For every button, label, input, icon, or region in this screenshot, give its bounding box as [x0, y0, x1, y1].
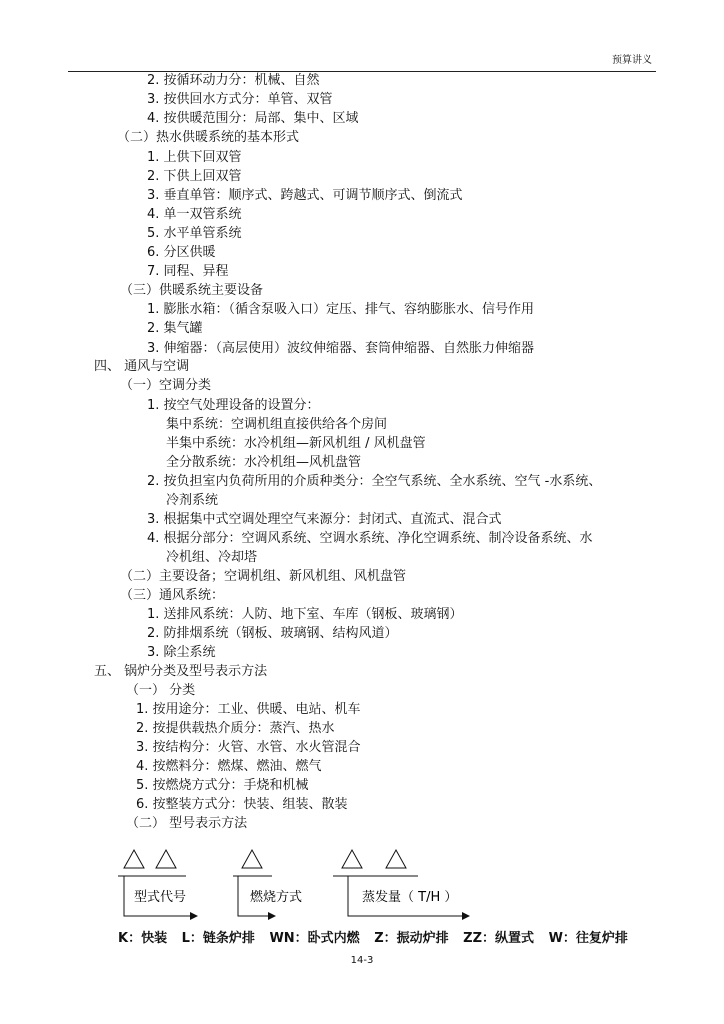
section-heading: （三）通风系统：: [120, 588, 225, 603]
section-heading: （一）空调分类: [120, 378, 212, 393]
section-heading: （一） 分类: [126, 683, 196, 698]
line-30: 2. 防排烟系统（钢板、玻璃钢、结构风道）: [147, 626, 398, 641]
legend-item: WN：卧式内燃: [269, 931, 360, 946]
line-10: 6. 分区供暖: [147, 245, 216, 260]
section-heading: （二）热水供暖系统的基本形式: [117, 130, 300, 145]
line-20: 半集中系统：水冷机组—新风机组 / 风机盘管: [166, 436, 426, 451]
legend-line: [118, 927, 628, 946]
diagram-label: 燃烧方式: [250, 890, 303, 905]
page-number: 14-3: [350, 955, 374, 966]
section-heading: （二）主要设备；空调机组、新风机组、风机盘管: [120, 569, 407, 584]
triangle-icon: [124, 850, 144, 868]
line-38: 5. 按燃烧方式分：手烧和机械: [136, 778, 309, 793]
line-7: 3. 垂直单管：顺序式、跨越式、可调节顺序式、倒流式: [147, 188, 463, 203]
page-header-title: 预算讲义: [612, 55, 652, 66]
line-36: 3. 按结构分：火管、水管、水火管混合: [136, 740, 361, 755]
triangle-icon: [242, 850, 262, 868]
section-heading: （二） 型号表示方法: [126, 816, 248, 831]
diagram-label: 型式代号: [134, 890, 187, 905]
line-25: 4. 根据分部分：空调风系统、空调水系统、净化空调系统、制冷设备系统、水: [147, 531, 593, 546]
line-5: 1. 上供下回双管: [147, 150, 242, 165]
diagram-label: 蒸发量（ T/H ）: [362, 890, 458, 905]
legend-item: K：快装: [118, 931, 168, 946]
line-11: 7. 同程、异程: [147, 264, 229, 279]
triangle-icon: [386, 850, 406, 868]
line-39: 6. 按整装方式分：快装、组装、散装: [136, 797, 348, 812]
line-9: 5. 水平单管系统: [147, 226, 242, 241]
arrow-head: [268, 912, 276, 920]
legend-item: ZZ：纵置式: [463, 931, 535, 946]
line-34: 1. 按用途分：工业、供暖、电站、机车: [136, 702, 361, 717]
line-31: 3. 除尘系统: [147, 645, 216, 660]
legend-item: W：往复炉排: [548, 931, 628, 946]
line-13: 1. 膨胀水箱：（循含泵吸入口）定压、排气、容纳膨胀水、信号作用: [147, 302, 535, 317]
line-24: 3. 根据集中式空调处理空气来源分：封闭式、直流式、混合式: [147, 512, 502, 527]
arrow-head: [190, 912, 198, 920]
line-22: 2. 按负担室内负荷所用的介质种类分：全空气系统、全水系统、空气 -水系统、: [147, 474, 602, 489]
line-21: 全分散系统：水冷机组—风机盘管: [166, 455, 362, 470]
line-35: 2. 按提供载热介质分：蒸汽、热水: [136, 721, 335, 736]
line-26: 冷机组、冷却塔: [166, 550, 258, 565]
header-rule: [68, 71, 656, 72]
line-14: 2. 集气罐: [147, 321, 203, 336]
arrow-head: [462, 912, 470, 920]
line-37: 4. 按燃料分：燃煤、燃油、燃气: [136, 759, 322, 774]
section-heading: （三）供暖系统主要设备: [120, 283, 264, 298]
triangle-icon: [156, 850, 176, 868]
line-29: 1. 送排风系统：人防、地下室、车库（钢板、玻璃钢）: [147, 607, 463, 622]
line-8: 4. 单一双管系统: [147, 207, 242, 222]
line-6: 2. 下供上回双管: [147, 169, 242, 184]
boiler-model-diagram: [0, 840, 724, 930]
chapter-heading: 四、 通风与空调: [94, 359, 190, 374]
legend-item: Z：振动炉排: [374, 931, 449, 946]
line-18: 1. 按空气处理设备的设置分：: [147, 398, 320, 413]
line-19: 集中系统：空调机组直接供给各个房间: [166, 417, 388, 432]
triangle-icon: [342, 850, 362, 868]
line-3: 4. 按供暖范围分：局部、集中、区域: [147, 111, 359, 126]
legend-item: L：链条炉排: [181, 931, 255, 946]
line-1: 2. 按循环动力分：机械、自然: [147, 73, 320, 88]
line-2: 3. 按供回水方式分：单管、双管: [147, 92, 333, 107]
line-23: 冷剂系统: [166, 493, 219, 508]
line-15: 3. 伸缩器：（高层使用）波纹伸缩器、套筒伸缩器、自然胀力伸缩器: [147, 341, 535, 356]
chapter-heading: 五、 锅炉分类及型号表示方法: [94, 664, 268, 679]
